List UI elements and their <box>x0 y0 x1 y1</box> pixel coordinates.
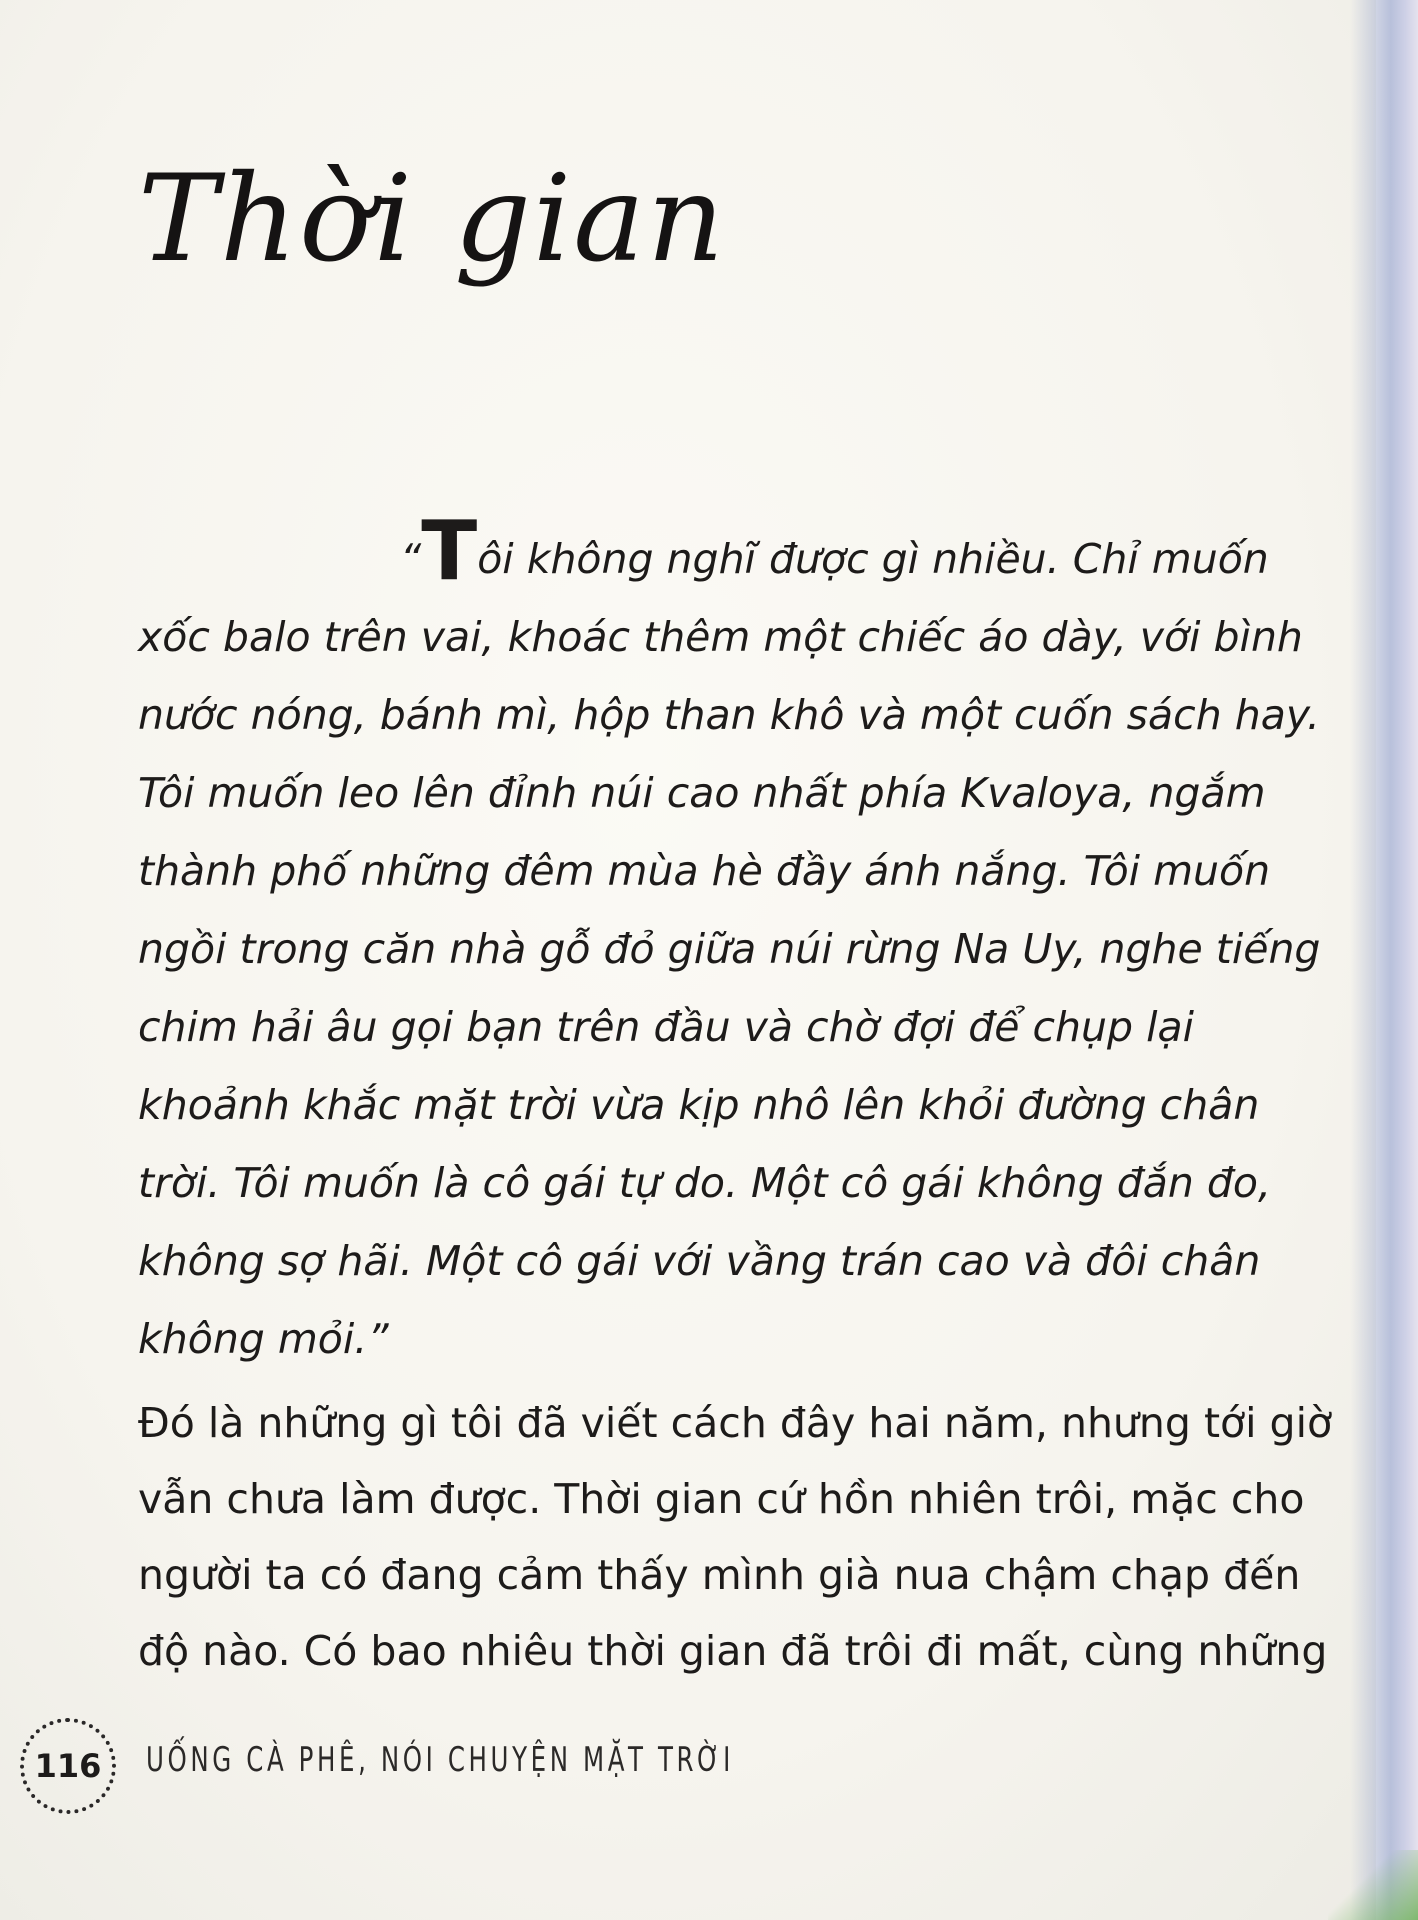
quote-close-mark: ” <box>367 1315 389 1363</box>
page-number-badge <box>20 1718 116 1814</box>
running-footer-title: UỐNG CÀ PHÊ, NÓI CHUYỆN MẶT TRỜI <box>146 1740 734 1780</box>
page-number: 116 <box>34 1747 102 1785</box>
quote-dropcap: T <box>421 504 478 599</box>
adjacent-page-edge <box>1376 0 1418 1920</box>
page-fold-shadow <box>1350 0 1376 1920</box>
quote-open-mark: “ <box>400 535 422 583</box>
page-corner-tint <box>1328 1850 1418 1920</box>
body-paragraph: Đó là những gì tôi đã viết cách đây hai năm, nhưng tới giờ vẫn chưa làm được. Thời gian cứ hồn nhiên trôi, mặc cho người ta có đang cảm thấy mình già nua chậm chạp đến độ nào. Có bao nhiêu thời gian đã trôi đi mất, cùng những <box>138 1399 1333 1675</box>
chapter-title: Thời gian <box>138 150 727 289</box>
quote-text: ôi không nghĩ được gì nhiều. Chỉ muốn xốc balo trên vai, khoác thêm một chiếc áo dày, với bình nước nóng, bánh mì, hộp than khô và một cuốn sách hay. Tôi muốn leo lên đỉnh núi cao nhất phía Kvaloya, ngắm thành phố những đêm mùa hè đầy ánh nắng. Tôi muốn ngồi trong căn nhà gỗ đỏ giữa núi rừng Na Uy, nghe tiếng chim hải âu gọi bạn trên đầu và chờ đợi để chụp lại khoảnh khắc mặt trời vừa kịp nhô lên khỏi đường chân trời. Tôi muốn là cô gái tự do. Một cô gái không đắn đo, không sợ hãi. Một cô gái với vầng trán cao và đôi chân không mỏi. <box>138 535 1321 1363</box>
opening-quote <box>138 504 1348 1378</box>
